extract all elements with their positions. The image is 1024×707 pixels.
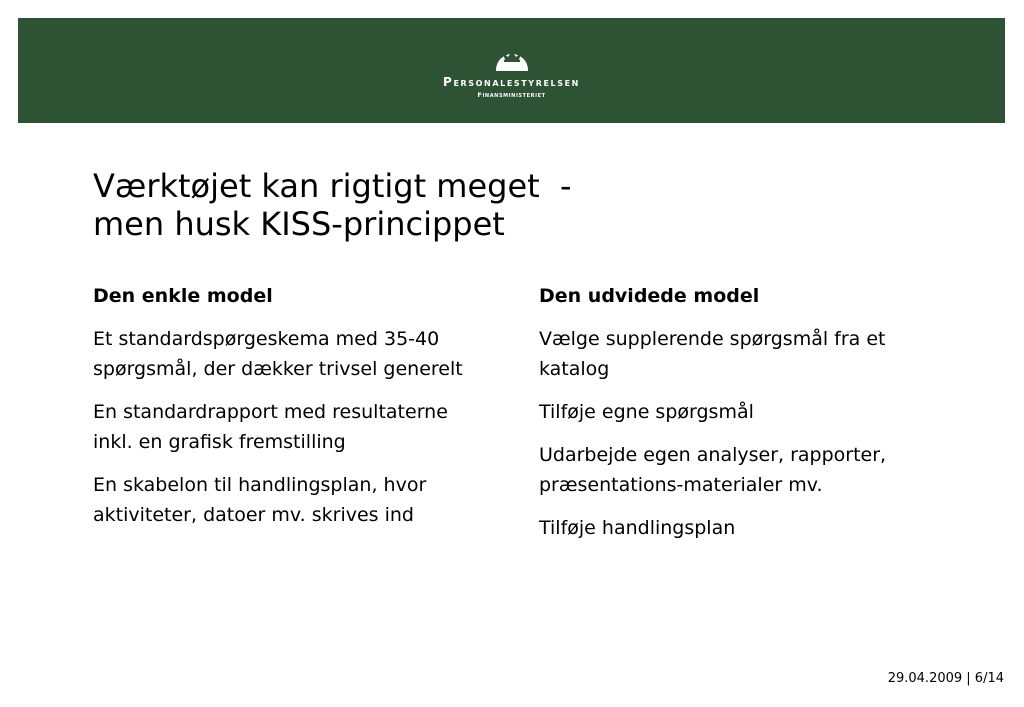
personalestyrelsen-logo — [18, 44, 1005, 100]
slide-title-line-1: Værktøjet kan rigtigt meget - — [93, 167, 572, 205]
list-item: Udarbejde egen analyser, rapporter, præsentations-materialer mv. — [539, 444, 887, 496]
list-item: Et standardspørgeskema med 35-40 spørgsmål, der dækker trivsel generelt — [93, 328, 463, 380]
list-item: Tilføje egne spørgsmål — [539, 401, 754, 423]
slide-title-line-2: men husk KISS-princippet — [93, 205, 505, 243]
logo-name: Personalestyrelsen — [443, 75, 580, 89]
slide-title — [93, 167, 572, 243]
list-item: En standardrapport med resultaterne inkl. en grafisk fremstilling — [93, 401, 448, 453]
extended-model-column — [539, 281, 939, 556]
simple-model-column — [93, 281, 493, 543]
slide-footer: 29.04.2009 | 6/14 — [887, 671, 1004, 686]
crown-icon — [492, 44, 532, 74]
header-banner — [18, 18, 1005, 123]
column-heading: Den udvidede model — [539, 285, 760, 307]
column-heading: Den enkle model — [93, 285, 273, 307]
logo-subtitle: Finansministeriet — [477, 91, 546, 99]
list-item: Tilføje handlingsplan — [539, 517, 736, 539]
list-item: En skabelon til handlingsplan, hvor aktiviteter, datoer mv. skrives ind — [93, 474, 427, 526]
list-item: Vælge supplerende spørgsmål fra et katalog — [539, 328, 886, 380]
